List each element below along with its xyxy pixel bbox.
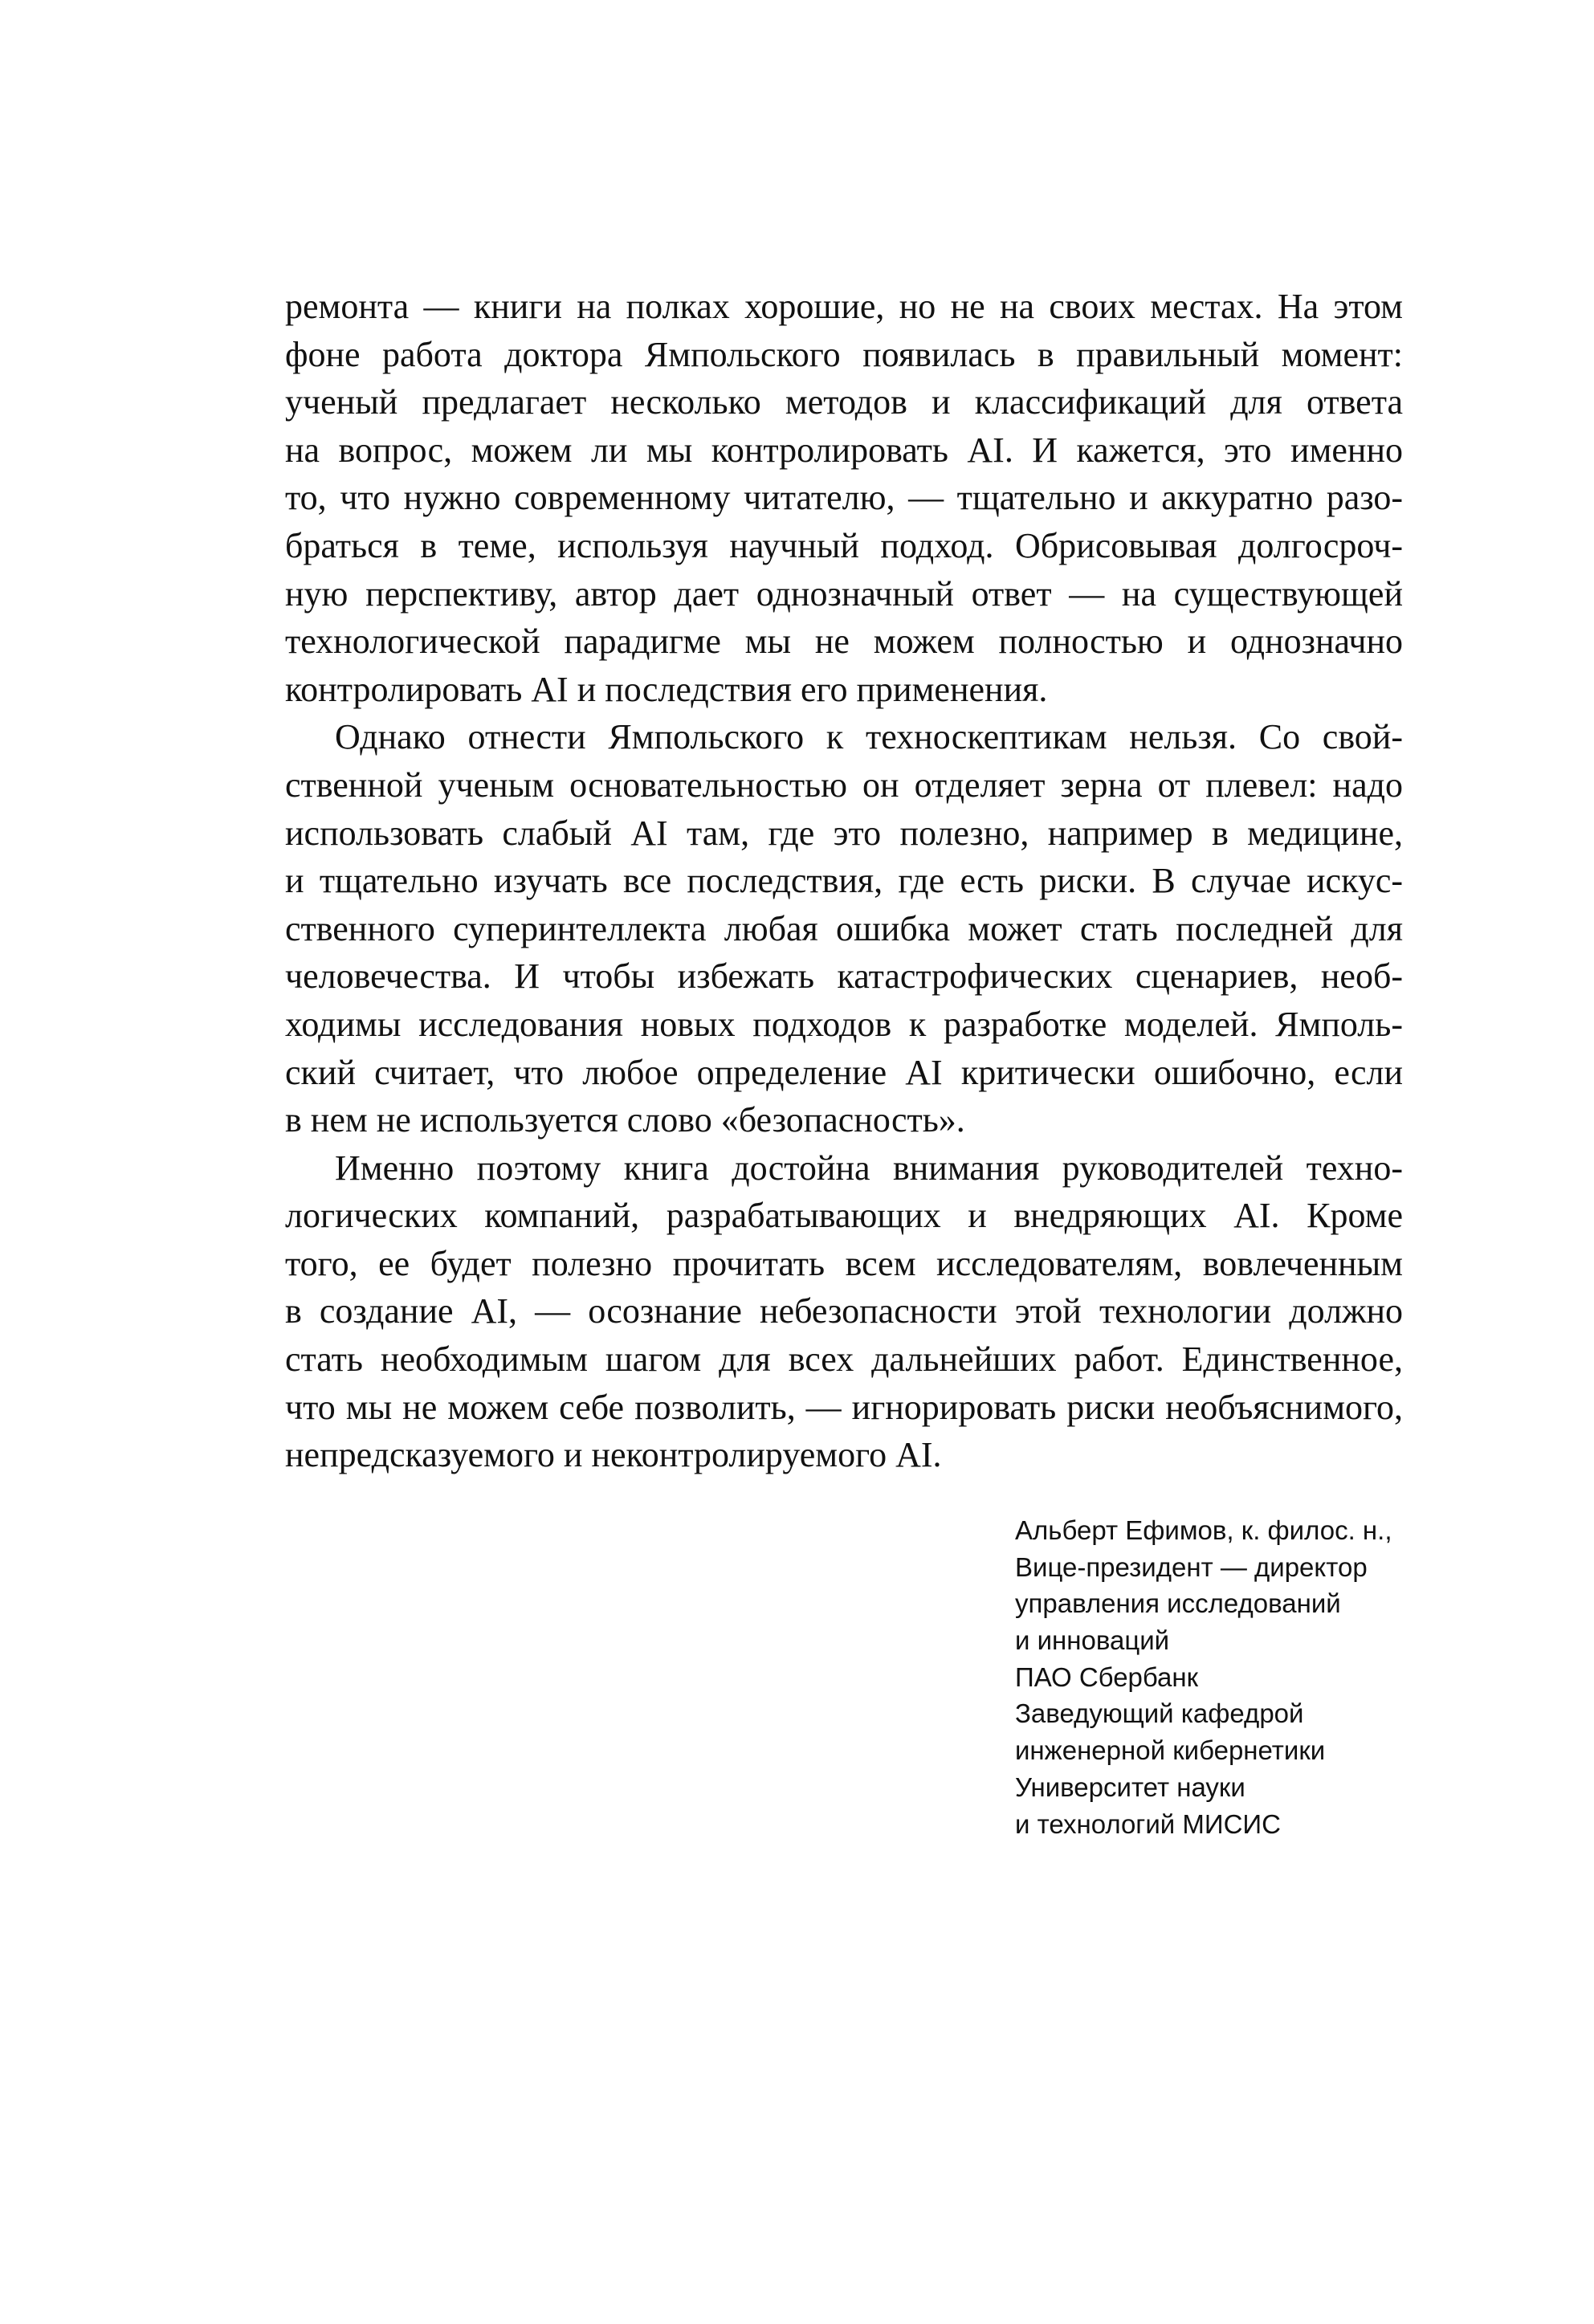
paragraph-3	[285, 1144, 1403, 1479]
text-line: стать необходимым шагом для всех дальнейших работ. Единственное,	[285, 1339, 1403, 1380]
signature-line: и технологий МИСИС	[1015, 1808, 1281, 1839]
signature-line: и инноваций	[1015, 1625, 1170, 1656]
text-line: ственной ученым основательностью он отделяет зерна от плевел: надо	[285, 764, 1403, 805]
text-line: ную перспективу, автор дает однозначный ответ — на существующей	[285, 573, 1403, 614]
text-line: в нем не используется слово «безопасность».	[285, 1100, 965, 1140]
paragraph-2	[285, 713, 1403, 1144]
signature-line: управления исследований	[1015, 1588, 1341, 1619]
text-line: что мы не можем себе позволить, — игнорировать риски необъяснимого,	[285, 1387, 1403, 1427]
signature-line: Вице-президент — директор	[1015, 1551, 1368, 1582]
text-line: использовать слабый AI там, где это полезно, например в медицине,	[285, 813, 1403, 853]
text-line: технологической парадигме мы не можем полностью и однозначно	[285, 622, 1403, 662]
text-line: ходимы исследования новых подходов к разработке моделей. Ямполь-	[285, 1004, 1403, 1044]
text-line: логических компаний, разрабатывающих и внедряющих AI. Кроме	[285, 1196, 1403, 1236]
text-line: в создание AI, — осознание небезопасности этой технологии должно	[285, 1291, 1403, 1331]
signature-line: ПАО Сбербанк	[1015, 1661, 1199, 1692]
paragraph-1	[285, 283, 1403, 713]
text-line: ремонта — книги на полках хорошие, но не на своих местах. На этом	[285, 287, 1403, 326]
text-line: ственного суперинтеллекта любая ошибка может стать последней для	[285, 908, 1403, 948]
text-line: ученый предлагает несколько методов и классификаций для ответа	[285, 382, 1403, 422]
text-line: ский считает, что любое определение AI критически ошибочно, если	[285, 1052, 1403, 1092]
signature-line: инженерной кибернетики	[1015, 1735, 1326, 1766]
text-line: браться в теме, используя научный подход. Обрисовывая долгосроч-	[285, 525, 1403, 565]
text-line: контролировать AI и последствия его применения.	[285, 669, 1048, 709]
text-line: на вопрос, можем ли мы контролировать AI. И кажется, это именно	[285, 430, 1403, 470]
body-text	[285, 283, 1403, 1479]
text-line: то, что нужно современному читателю, — тщательно и аккуратно разо-	[285, 478, 1403, 518]
text-line: того, ее будет полезно прочитать всем исследователям, вовлеченным	[285, 1243, 1403, 1283]
text-line: человечества. И чтобы избежать катастрофических сценариев, необ-	[285, 956, 1403, 997]
text-line: непредсказуемого и неконтролируемого AI.	[285, 1435, 942, 1475]
author-signature	[1015, 1512, 1392, 1842]
text-line: фоне работа доктора Ямпольского появилась в правильный момент:	[285, 334, 1403, 374]
signature-name: Альберт Ефимов, к. филос. н.,	[1015, 1515, 1392, 1545]
text-line: и тщательно изучать все последствия, где есть риски. В случае искус-	[285, 861, 1403, 901]
signature-line: Университет науки	[1015, 1772, 1245, 1802]
text-line: Однако отнести Ямпольского к техноскептикам нельзя. Со свой-	[335, 717, 1403, 757]
signature-line: Заведующий кафедрой	[1015, 1698, 1304, 1729]
text-line: Именно поэтому книга достойна внимания руководителей техно-	[335, 1148, 1403, 1188]
